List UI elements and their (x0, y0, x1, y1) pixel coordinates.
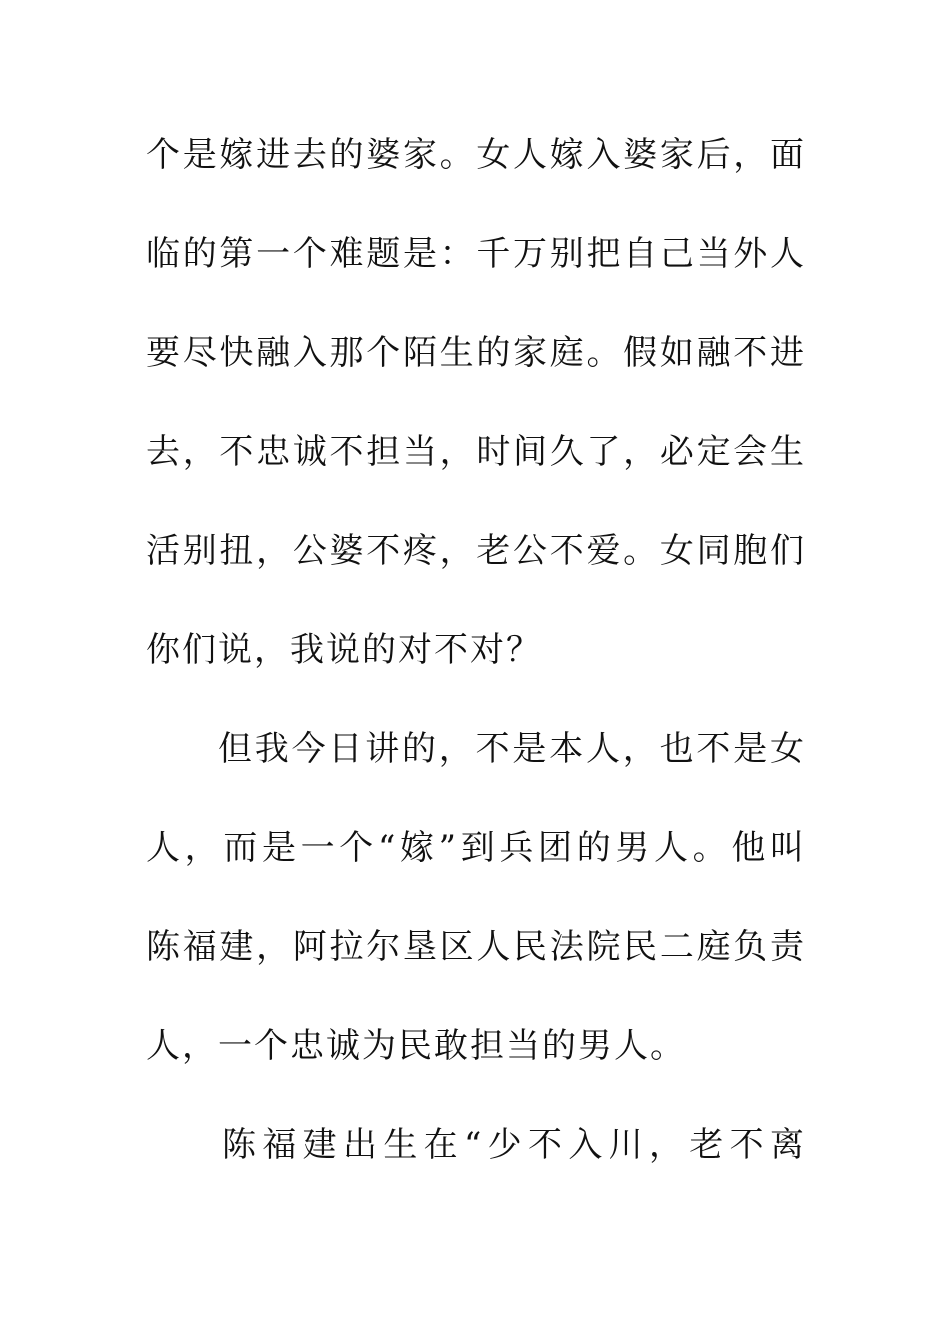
text-line-4: 去，不忠诚不担当，时间久了，必定会生 (146, 432, 804, 472)
text-line-7: 但我今日讲的，不是本人，也不是女 (218, 729, 804, 769)
text-line-9: 陈福建，阿拉尔垦区人民法院民二庭负责 (146, 927, 804, 967)
text-line-5: 活别扭，公婆不疼，老公不爱。女同胞们 (146, 531, 804, 571)
text-line-2: 临的第一个难题是：千万别把自己当外人 (146, 234, 804, 274)
text-line-10: 人，一个忠诚为民敢担当的男人。 (146, 1026, 686, 1066)
text-line-1: 个是嫁进去的婆家。女人嫁入婆家后，面 (146, 135, 804, 175)
text-line-11: 陈福建出生在“少不入川，老不离 (222, 1125, 804, 1165)
text-line-6: 你们说，我说的对不对？ (146, 630, 542, 670)
text-line-8: 人，而是一个“嫁”到兵团的男人。他叫 (146, 828, 804, 868)
text-line-3: 要尽快融入那个陌生的家庭。假如融不进 (146, 333, 804, 373)
